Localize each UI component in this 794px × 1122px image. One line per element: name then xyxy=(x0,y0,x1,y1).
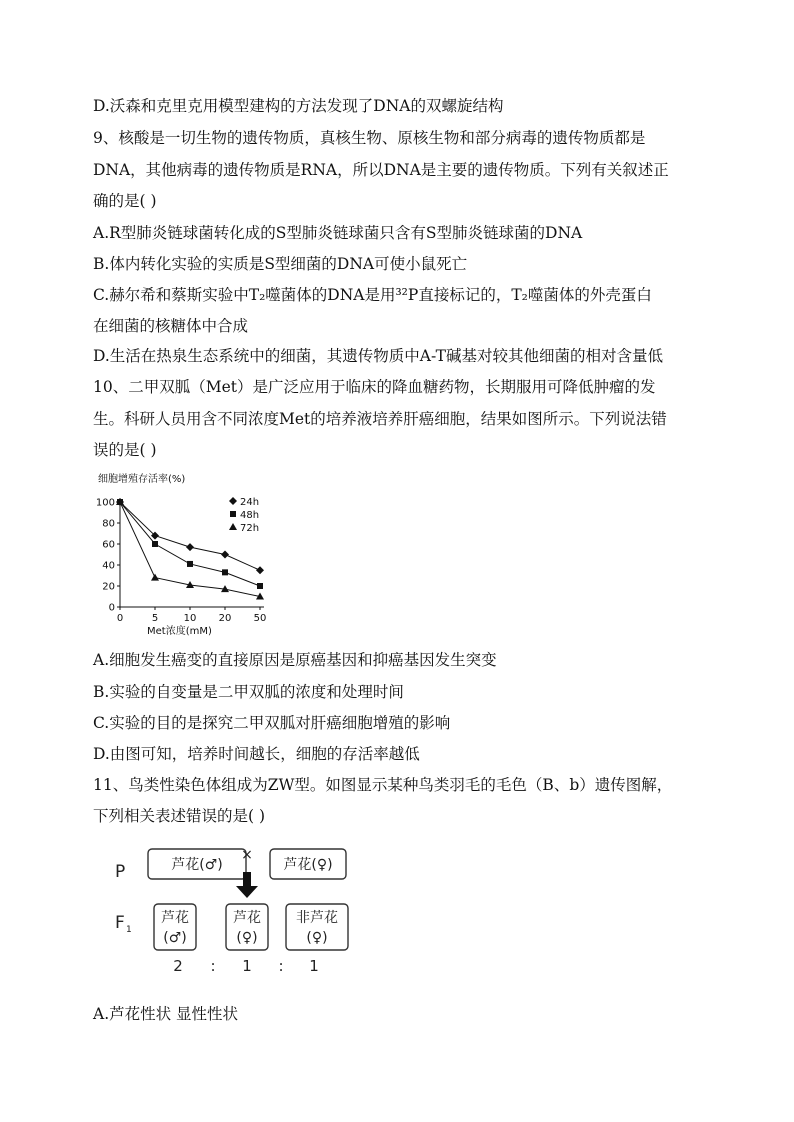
question-10-option-a: A.细胞发生癌变的直接原因是原癌基因和抑癌基因发生突变 xyxy=(93,651,497,669)
x-tick-label: 10 xyxy=(183,613,197,624)
question-10-option-c: C.实验的目的是探究二甲双胍对肝癌细胞增殖的影响 xyxy=(93,714,451,732)
data-point-24h xyxy=(221,551,229,559)
cross-sign: × xyxy=(241,847,253,863)
ratio-nonbarred: 1 xyxy=(309,957,319,975)
question-9-option-c-cont: 在细菌的核糖体中合成 xyxy=(93,317,249,335)
ratio-male: 2 xyxy=(173,957,183,975)
question-10-stem-line1: 10、二甲双胍（Met）是广泛应用于临床的降血糖药物，长期服用可降低肿瘤的发 xyxy=(93,378,656,396)
x-tick-label: 5 xyxy=(151,613,159,624)
question-9-option-c: C.赫尔希和蔡斯实验中T₂噬菌体的DNA是用³²P直接标记的，T₂噬菌体的外壳蛋白 xyxy=(93,286,652,304)
x-tick-label: 20 xyxy=(218,613,232,624)
question-9-stem-line2: DNA，其他病毒的遗传物质是RNA，所以DNA是主要的遗传物质。下列有关叙述正 xyxy=(93,161,669,179)
data-point-24h xyxy=(186,543,194,551)
down-arrow-icon xyxy=(236,872,258,898)
question-10-option-b: B.实验的自变量是二甲双胍的浓度和处理时间 xyxy=(93,683,404,701)
ratio-sep-2: : xyxy=(278,957,284,975)
generation-f1-label: F xyxy=(115,913,125,933)
data-point-24h xyxy=(256,566,264,574)
p-female-label: 芦花(♀) xyxy=(283,857,333,873)
cell-survival-line-chart xyxy=(92,470,282,640)
data-point-48h xyxy=(187,561,193,567)
f1-female-line1: 芦花 xyxy=(233,910,261,926)
question-11-stem-line1: 11、鸟类性染色体组成为ZW型。如图显示某种鸟类羽毛的毛色（B、b）遗传图解， xyxy=(93,776,673,794)
x-tick-label: 0 xyxy=(116,613,124,624)
y-tick-label: 40 xyxy=(102,560,115,572)
chart-ylabel: 细胞增殖存活率(%) xyxy=(98,474,186,485)
legend-label-24h: 24h xyxy=(240,497,260,508)
generation-p-label: P xyxy=(115,862,126,882)
f1-nonbarred-line1: 非芦花 xyxy=(296,910,338,926)
y-tick-label: 100 xyxy=(95,497,115,509)
f1-nonbarred-line2: (♀) xyxy=(306,930,328,946)
data-point-48h xyxy=(152,541,158,547)
question-11-stem-line2: 下列相关表述错误的是( ) xyxy=(93,807,266,825)
ratio-female: 1 xyxy=(242,957,252,975)
p-male-label: 芦花(♂) xyxy=(171,857,223,873)
generation-f1-subscript: 1 xyxy=(126,925,132,935)
legend-marker-48h xyxy=(230,511,236,517)
legend-marker-24h xyxy=(229,497,237,505)
question-9-option-b: B.体内转化实验的实质是S型细菌的DNA可使小鼠死亡 xyxy=(93,255,468,273)
question-9-option-a: A.R型肺炎链球菌转化成的S型肺炎链球菌只含有S型肺炎链球菌的DNA xyxy=(93,224,583,242)
question-9-option-d: D.生活在热泉生态系统中的细菌，其遗传物质中A-T碱基对较其他细菌的相对含量低 xyxy=(93,347,664,365)
question-10-option-d: D.由图可知，培养时间越长，细胞的存活率越低 xyxy=(93,745,420,763)
y-tick-label: 20 xyxy=(102,581,115,593)
legend-label-48h: 48h xyxy=(240,510,260,521)
f1-male-line1: 芦花 xyxy=(161,910,189,926)
data-point-48h xyxy=(257,583,263,589)
legend-label-72h: 72h xyxy=(240,523,260,534)
x-tick-label: 50 xyxy=(253,613,267,624)
question-9-stem-line1: 9、核酸是一切生物的遗传物质，真核生物、原核生物和部分病毒的遗传物质都是 xyxy=(93,129,646,147)
legend-marker-72h xyxy=(229,523,237,530)
y-tick-label: 80 xyxy=(102,518,115,530)
y-tick-label: 0 xyxy=(108,602,115,614)
chart-xlabel: Met浓度(mM) xyxy=(147,626,212,637)
ratio-sep-1: : xyxy=(210,957,216,975)
y-tick-label: 60 xyxy=(102,539,115,551)
genetic-cross-diagram xyxy=(110,840,370,980)
series-line-24h xyxy=(120,502,260,570)
question-10-stem-line2: 生。科研人员用含不同浓度Met的培养液培养肝癌细胞，结果如图所示。下列说法错 xyxy=(93,410,667,428)
f1-female-line2: (♀) xyxy=(236,930,258,946)
f1-male-line2: (♂) xyxy=(163,930,187,946)
question-10-stem-line3: 误的是( ) xyxy=(93,441,157,459)
question-9-stem-line3: 确的是( ) xyxy=(93,192,157,210)
question-11-option-a: A.芦花性状 显性性状 xyxy=(93,1005,239,1023)
option-d-q8: D.沃森和克里克用模型建构的方法发现了DNA的双螺旋结构 xyxy=(93,97,504,115)
data-point-72h xyxy=(151,574,159,581)
data-point-48h xyxy=(222,569,228,575)
